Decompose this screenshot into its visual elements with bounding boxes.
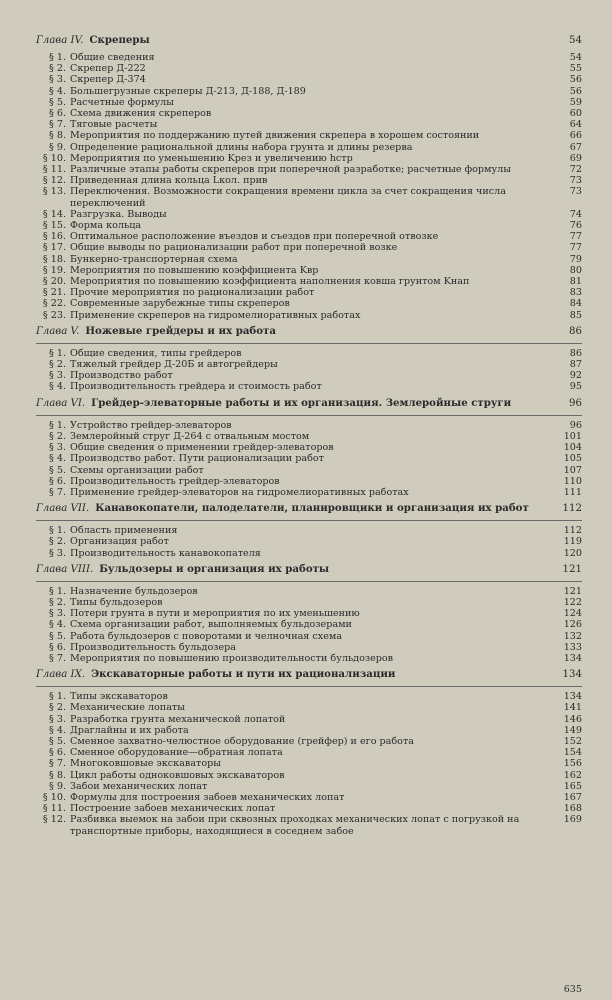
chapter-heading — [36, 324, 582, 344]
section-number: § 3. — [49, 370, 66, 382]
toc-entry — [36, 702, 582, 713]
chapter-label: Глава VI. — [36, 397, 86, 409]
toc-entry — [36, 359, 582, 370]
section-page: 85 — [569, 309, 582, 321]
toc-entry — [36, 276, 582, 287]
section-page: 120 — [563, 547, 582, 559]
section-title: Большегрузные скреперы Д-213, Д-188, Д-189 — [70, 85, 306, 97]
section-title: Схема организации работ, выполняемых бульдозерами — [70, 619, 352, 631]
section-number: § 8. — [49, 769, 66, 781]
section-page: 60 — [569, 108, 582, 120]
section-title: Мероприятия по поддержанию путей движения скрепера в хорошем состоянии — [70, 130, 480, 142]
chapter-heading — [36, 501, 582, 521]
section-page: 55 — [569, 63, 582, 75]
section-number: § 2. — [49, 536, 66, 548]
section-page: 95 — [569, 381, 582, 393]
toc-entry — [36, 758, 582, 769]
section-number: § 1. — [49, 525, 66, 537]
section-title: Драглайны и их работа — [70, 724, 189, 736]
section-number: § 2. — [49, 63, 66, 75]
section-number: § 7. — [49, 119, 66, 131]
section-page: 111 — [563, 486, 582, 498]
section-title: Мероприятия по повышению производительности бульдозеров — [70, 652, 394, 664]
chapter-heading — [36, 667, 582, 687]
toc-entry — [36, 487, 582, 498]
section-number: § 7. — [49, 652, 66, 664]
section-number: § 22. — [42, 298, 66, 310]
section-number: § 3. — [49, 713, 66, 725]
toc-entry — [36, 770, 582, 781]
chapter-heading — [36, 396, 582, 416]
section-title: Сменное оборудование—обратная лопата — [70, 747, 283, 759]
section-number: § 2. — [49, 596, 66, 608]
toc-entry — [36, 792, 582, 803]
section-page: 132 — [563, 630, 582, 642]
chapter-label: Глава V. — [36, 325, 80, 337]
toc-entry — [36, 736, 582, 747]
section-page: 77 — [569, 242, 582, 254]
chapter-page: 54 — [569, 35, 582, 46]
section-number: § 4. — [49, 453, 66, 465]
section-title: Общие сведения — [70, 52, 155, 63]
toc-entry — [36, 619, 582, 630]
section-page: 56 — [569, 74, 582, 86]
toc-entry — [36, 420, 582, 431]
section-number: § 20. — [42, 276, 66, 288]
section-number: § 17. — [42, 242, 66, 254]
toc-entry — [36, 74, 582, 85]
section-page: 66 — [569, 130, 582, 142]
section-page: 162 — [563, 769, 582, 781]
toc-entry — [36, 348, 582, 359]
section-title: Общие сведения, типы грейдеров — [70, 347, 242, 359]
section-title: Современные зарубежные типы скреперов — [70, 298, 290, 310]
toc-entry — [36, 597, 582, 608]
table-of-contents — [36, 30, 582, 837]
section-number: § 1. — [49, 585, 66, 597]
chapter-heading-text — [36, 667, 542, 682]
section-page: 96 — [569, 419, 582, 431]
section-title: Забои механических лопат — [70, 780, 208, 792]
section-title: Многоковшовые экскаваторы — [70, 758, 221, 770]
section-title: Переключения. Возможности сокращения времени цикла за счет сокращения числа переключений — [70, 186, 506, 209]
toc-entry — [36, 97, 582, 108]
section-title: Типы экскаваторов — [70, 691, 168, 703]
section-page: 92 — [569, 370, 582, 382]
section-page: 126 — [563, 619, 582, 631]
section-number: § 7. — [49, 486, 66, 498]
section-page: 73 — [569, 175, 582, 187]
section-title: Тяговые расчеты — [70, 119, 158, 131]
section-page: 112 — [563, 525, 582, 537]
section-number: § 3. — [49, 547, 66, 559]
section-title: Мероприятия по повышению коэффициента наполнения ковша грунтом Kнап — [70, 276, 470, 288]
section-page: 156 — [563, 758, 582, 770]
chapter-title: Канавокопатели, палоделатели, планировщики и организация их работ — [95, 502, 529, 515]
section-number: § 2. — [49, 430, 66, 442]
toc-entry — [36, 287, 582, 298]
chapter-title: Грейдер-элеваторные работы и их организация. Землеройные струги — [91, 396, 512, 409]
toc-entry — [36, 265, 582, 276]
section-title: Тяжелый грейдер Д-20Б и автогрейдеры — [70, 359, 278, 371]
toc-entry — [36, 381, 582, 392]
toc-entry — [36, 370, 582, 381]
chapter-page: 134 — [562, 669, 582, 681]
page-number: 635 — [563, 984, 582, 995]
chapter-heading — [36, 33, 582, 48]
toc-entry — [36, 453, 582, 464]
section-page: 69 — [569, 152, 582, 164]
section-page: 80 — [569, 264, 582, 276]
section-page: 119 — [563, 536, 582, 548]
toc-entry — [36, 164, 582, 175]
chapter-page: 86 — [569, 325, 582, 337]
section-title: Мероприятия по уменьшению Kрез и увеличению hстр — [70, 152, 353, 164]
section-number: § 1. — [49, 419, 66, 431]
chapter-title: Экскаваторные работы и пути их рационализации — [91, 668, 396, 681]
section-number: § 2. — [49, 359, 66, 371]
section-page: 167 — [563, 791, 582, 803]
section-title: Производство работ. Пути рационализации работ — [70, 453, 324, 465]
section-number: § 11. — [42, 164, 66, 176]
chapter-title: Скреперы — [89, 34, 150, 46]
toc-entry — [36, 63, 582, 74]
section-page: 83 — [569, 287, 582, 299]
section-title: Схема движения скреперов — [70, 108, 212, 120]
toc-entry — [36, 298, 582, 309]
section-title: Разбивка выемок на забои при сквозных проходках механических лопат с погрузкой на транспортные приборы, находящиеся в соседнем забое — [70, 814, 520, 837]
chapter-page: 96 — [569, 397, 582, 409]
toc-entry — [36, 691, 582, 702]
chapter-label: Глава VII. — [36, 503, 90, 515]
section-page: 152 — [563, 735, 582, 747]
section-number: § 5. — [49, 464, 66, 476]
toc-entry — [36, 586, 582, 597]
section-page: 121 — [563, 585, 582, 597]
section-page: 105 — [563, 453, 582, 465]
section-number: § 4. — [49, 381, 66, 393]
section-page: 110 — [563, 475, 582, 487]
section-page: 133 — [563, 641, 582, 653]
section-page: 86 — [569, 347, 582, 359]
section-number: § 5. — [49, 735, 66, 747]
section-page: 122 — [563, 596, 582, 608]
toc-entry — [36, 642, 582, 653]
chapter-heading-text — [36, 501, 542, 516]
section-page: 77 — [569, 231, 582, 243]
section-page: 134 — [563, 691, 582, 703]
section-title: Форма кольца — [70, 220, 142, 232]
chapter-heading-text — [36, 324, 542, 339]
toc-entry — [36, 608, 582, 619]
section-number: § 12. — [42, 814, 66, 826]
section-title: Устройство грейдер-элеваторов — [70, 419, 232, 431]
toc-entry — [36, 130, 582, 141]
toc-entry — [36, 465, 582, 476]
section-title: Формулы для построения забоев механических лопат — [70, 791, 345, 803]
toc-entry — [36, 431, 582, 442]
toc-entry — [36, 310, 582, 321]
section-title: Назначение бульдозеров — [70, 585, 198, 597]
section-number: § 23. — [42, 309, 66, 321]
section-number: § 15. — [42, 220, 66, 232]
section-number: § 1. — [49, 347, 66, 359]
section-page: 124 — [563, 608, 582, 620]
section-number: § 4. — [49, 724, 66, 736]
chapter-heading — [36, 562, 582, 582]
section-page: 165 — [563, 780, 582, 792]
section-page: 56 — [569, 85, 582, 97]
section-title: Бункерно-транспортерная схема — [70, 253, 238, 265]
section-title: Производительность грейдер-элеваторов — [70, 475, 280, 487]
section-title: Разработка грунта механической лопатой — [70, 713, 286, 725]
toc-entry — [36, 536, 582, 547]
section-page: 87 — [569, 359, 582, 371]
toc-entry — [36, 653, 582, 664]
section-page: 81 — [569, 276, 582, 288]
section-number: § 10. — [42, 152, 66, 164]
toc-entry — [36, 153, 582, 164]
section-number: § 21. — [42, 287, 66, 299]
section-number: § 2. — [49, 702, 66, 714]
section-title: Применение грейдер-элеваторов на гидромелиоративных работах — [70, 486, 409, 498]
section-title: Общие выводы по рационализации работ при поперечной возке — [70, 242, 398, 254]
toc-entry — [36, 714, 582, 725]
section-number: § 1. — [49, 691, 66, 703]
section-number: § 11. — [42, 803, 66, 815]
section-number: § 14. — [42, 208, 66, 220]
section-page: 154 — [563, 747, 582, 759]
toc-entry — [36, 725, 582, 736]
section-page: 84 — [569, 298, 582, 310]
section-title: Общие сведения о применении грейдер-элеваторов — [70, 442, 334, 454]
section-number: § 18. — [42, 253, 66, 265]
section-number: § 4. — [49, 619, 66, 631]
section-number: § 1. — [49, 52, 66, 63]
chapter-heading-text — [36, 33, 542, 48]
section-title: Землеройный струг Д-264 с отвальным мостом — [70, 430, 310, 442]
section-title: Механические лопаты — [70, 702, 185, 714]
section-number: § 16. — [42, 231, 66, 243]
toc-entry — [36, 781, 582, 792]
section-title: Разгрузка. Выводы — [70, 208, 167, 220]
chapter-heading-text — [36, 396, 542, 411]
section-page: 141 — [563, 702, 582, 714]
section-number: § 7. — [49, 758, 66, 770]
section-page: 101 — [563, 430, 582, 442]
section-title: Скрепер Д-222 — [70, 63, 146, 75]
section-number: § 9. — [49, 141, 66, 153]
section-page: 104 — [563, 442, 582, 454]
section-title: Различные этапы работы скреперов при поперечной разработке; расчетные формулы — [70, 164, 511, 176]
toc-entry — [36, 803, 582, 814]
section-title: Сменное захватно-челюстное оборудование (грейфер) и его работа — [70, 735, 414, 747]
section-page: 73 — [569, 186, 582, 198]
chapter-title: Бульдозеры и организация их работы — [99, 562, 330, 575]
section-page: 64 — [569, 119, 582, 131]
section-page: 76 — [569, 220, 582, 232]
section-title: Скрепер Д-374 — [70, 74, 146, 86]
section-number: § 5. — [49, 630, 66, 642]
section-number: § 5. — [49, 96, 66, 108]
section-number: § 3. — [49, 442, 66, 454]
section-title: Цикл работы одноковшовых экскаваторов — [70, 769, 285, 781]
section-number: § 12. — [42, 175, 66, 187]
section-title: Оптимальное расположение въездов и съездов при поперечной отвозке — [70, 231, 439, 243]
toc-entry — [36, 142, 582, 153]
toc-entry — [36, 548, 582, 559]
chapter-label: Глава IX. — [36, 669, 86, 681]
section-number: § 8. — [49, 130, 66, 142]
section-title: Организация работ — [70, 536, 169, 548]
section-page: 107 — [563, 464, 582, 476]
section-number: § 6. — [49, 108, 66, 120]
chapter-page: 112 — [562, 503, 582, 515]
toc-entry — [36, 242, 582, 253]
section-title: Мероприятия по повышению коэффициента Kвр — [70, 264, 319, 276]
section-title: Производительность канавокопателя — [70, 547, 261, 559]
chapter-page: 121 — [562, 563, 582, 575]
section-number: § 6. — [49, 641, 66, 653]
chapter-title: Ножевые грейдеры и их работа — [85, 324, 276, 337]
toc-entry — [36, 631, 582, 642]
toc-entry — [36, 186, 582, 208]
section-title: Прочие мероприятия по рационализации работ — [70, 287, 315, 299]
toc-entry — [36, 108, 582, 119]
section-title: Типы бульдозеров — [70, 596, 163, 608]
section-title: Потери грунта в пути и мероприятия по их уменьшению — [70, 608, 360, 620]
chapter-heading-text — [36, 562, 542, 577]
toc-entry — [36, 86, 582, 97]
section-number: § 13. — [42, 186, 66, 198]
toc-entry — [36, 525, 582, 536]
section-title: Схемы организации работ — [70, 464, 204, 476]
section-title: Расчетные формулы — [70, 96, 174, 108]
toc-entry — [36, 254, 582, 265]
section-title: Производительность грейдера и стоимость работ — [70, 381, 322, 393]
section-page: 149 — [563, 724, 582, 736]
toc-entry — [36, 476, 582, 487]
toc-entry — [36, 231, 582, 242]
section-page: 169 — [563, 814, 582, 826]
toc-entry — [36, 814, 582, 836]
section-title: Приведенная длина кольца Lкол. прив — [70, 175, 268, 187]
section-page: 67 — [569, 141, 582, 153]
section-page: 168 — [563, 803, 582, 815]
section-number: § 19. — [42, 264, 66, 276]
chapter-label: Глава IV. — [36, 35, 84, 46]
section-number: § 6. — [49, 747, 66, 759]
section-page: 59 — [569, 96, 582, 108]
section-title: Определение рациональной длины набора грунта и длины резерва — [70, 141, 413, 153]
section-number: § 4. — [49, 85, 66, 97]
section-title: Работа бульдозеров с поворотами и челночная схема — [70, 630, 343, 642]
section-page: 74 — [569, 208, 582, 220]
toc-entry — [36, 175, 582, 186]
section-title: Область применения — [70, 525, 178, 537]
section-title: Производительность бульдозера — [70, 641, 237, 653]
toc-entry — [36, 119, 582, 130]
chapter-label: Глава VIII. — [36, 563, 94, 575]
section-number: § 3. — [49, 608, 66, 620]
section-page: 134 — [563, 652, 582, 664]
section-page: 146 — [563, 713, 582, 725]
section-page: 72 — [569, 164, 582, 176]
section-number: § 9. — [49, 780, 66, 792]
section-number: § 10. — [42, 791, 66, 803]
section-title: Производство работ — [70, 370, 173, 382]
toc-entry — [36, 442, 582, 453]
section-page: 54 — [569, 52, 582, 63]
section-title: Построение забоев механических лопат — [70, 803, 276, 815]
toc-entry — [36, 220, 582, 231]
section-number: § 6. — [49, 475, 66, 487]
toc-entry — [36, 52, 582, 63]
toc-entry — [36, 747, 582, 758]
section-number: § 3. — [49, 74, 66, 86]
section-title: Применение скреперов на гидромелиоративных работах — [70, 309, 361, 321]
section-page: 79 — [569, 253, 582, 265]
toc-entry — [36, 209, 582, 220]
